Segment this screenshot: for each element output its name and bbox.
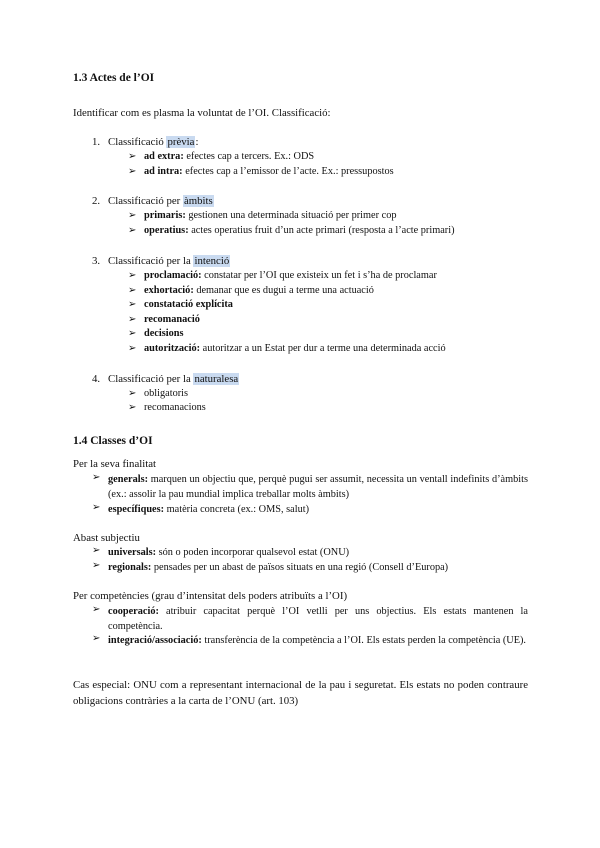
arrow-bullet-icon: ➢ (128, 314, 137, 325)
arrow-bullet-icon: ➢ (128, 166, 137, 177)
group-heading: Per competències (grau d’intensitat dels poders atribuïts a l’OI) (73, 590, 348, 602)
sub-item: ➢ primaris: gestionen una determinada situació per primer cop (128, 210, 397, 221)
bullet-item: ➢ integració/associació: transferència de la competència a l’OI. Els estats perden la competència (UE). (92, 633, 526, 646)
arrow-bullet-icon: ➢ (128, 210, 137, 221)
section-title-1-3: 1.3 Actes de l’OI (73, 72, 155, 84)
arrow-bullet-icon: ➢ (128, 151, 137, 162)
highlight: intenció (194, 255, 230, 267)
bullet-item: ➢ generals: marquen un objectiu que, perquè pugui ser assumit, necessita un ventall indefinits d’àmbits (ex.: assolir la pau mundial implica treballar molts àmbits) (92, 472, 528, 500)
arrow-bullet-icon: ➢ (92, 472, 101, 483)
arrow-bullet-icon: ➢ (92, 604, 101, 615)
arrow-bullet-icon: ➢ (128, 225, 137, 236)
list-item-3: 3. Classificació per la intenció (92, 255, 230, 267)
sub-item: ➢ proclamació: constatar per l’OI que existeix un fet i s’ha de proclamar (128, 270, 437, 281)
list-item-4: 4. Classificació per la naturalesa (92, 373, 239, 385)
highlight: prèvia (167, 136, 195, 148)
group-heading: Abast subjectiu (73, 532, 140, 544)
bullet-item: ➢ universals: són o poden incorporar qualsevol estat (ONU) (92, 545, 350, 558)
arrow-bullet-icon: ➢ (92, 545, 101, 556)
group-heading: Per la seva finalitat (73, 458, 157, 470)
sub-item: ➢ autorització: autoritzar a un Estat per dur a terme una determinada acció (128, 343, 446, 354)
highlight: naturalesa (194, 373, 239, 385)
bullet-item: ➢ cooperació: atribuir capacitat perquè l’OI vetlli per uns objectius. Els estats mantenen la competència. (92, 604, 528, 632)
arrow-bullet-icon: ➢ (128, 402, 137, 413)
sub-item: ➢ exhortació: demanar que es dugui a terme una actuació (128, 285, 374, 296)
sub-item: ➢ decisions (128, 328, 184, 339)
list-item-2: 2. Classificació per àmbits (92, 195, 213, 207)
sub-item: ➢ operatius: actes operatius fruit d’un acte primari (resposta a l’acte primari) (128, 225, 455, 236)
sub-item: ➢ constatació explícita (128, 299, 233, 310)
highlight: àmbits (183, 195, 213, 207)
arrow-bullet-icon: ➢ (128, 328, 137, 339)
arrow-bullet-icon: ➢ (128, 285, 137, 296)
sub-item: ➢ recomanació (128, 314, 200, 325)
sub-item: ➢ obligatoris (128, 388, 189, 399)
section-intro: Identificar com es plasma la voluntat de l’OI. Classificació: (73, 107, 331, 119)
arrow-bullet-icon: ➢ (128, 270, 137, 281)
arrow-bullet-icon: ➢ (128, 388, 137, 399)
bullet-item: ➢ regionals: pensades per un abast de països situats en una regió (Consell d’Europa) (92, 560, 449, 573)
sub-item: ➢ ad intra: efectes cap a l’emissor de l’acte. Ex.: pressupostos (128, 166, 394, 177)
arrow-bullet-icon: ➢ (128, 299, 137, 310)
list-item-1: 1. Classificació prèvia: (92, 136, 199, 148)
bullet-item: ➢ específiques: matèria concreta (ex.: OMS, salut) (92, 502, 310, 515)
arrow-bullet-icon: ➢ (92, 633, 101, 644)
special-case-paragraph: Cas especial: ONU com a representant internacional de la pau i seguretat. Els estats no poden contraure obligacions contràries a la carta de l’ONU (art. 103) (73, 679, 528, 707)
arrow-bullet-icon: ➢ (92, 502, 101, 513)
sub-item: ➢ recomanacions (128, 402, 206, 413)
arrow-bullet-icon: ➢ (92, 560, 101, 571)
sub-item: ➢ ad extra: efectes cap a tercers. Ex.: ODS (128, 151, 315, 162)
section-title-1-4: 1.4 Classes d’OI (73, 435, 153, 447)
arrow-bullet-icon: ➢ (128, 343, 137, 354)
